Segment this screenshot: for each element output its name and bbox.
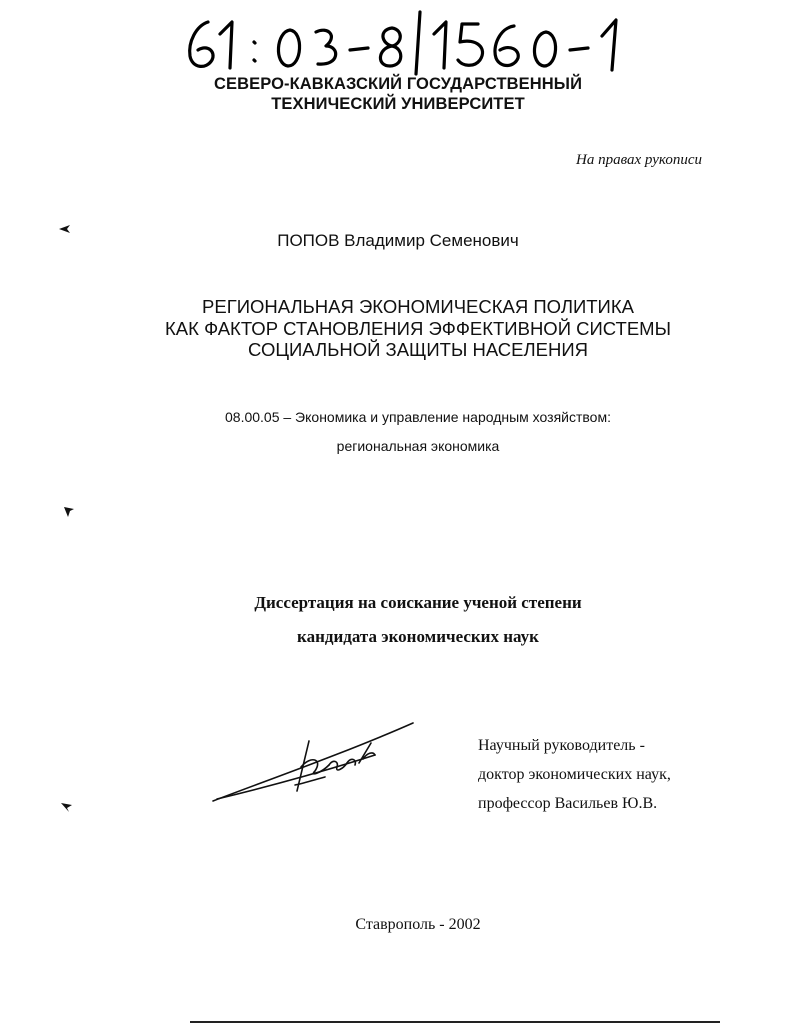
signature-stroke <box>205 715 425 815</box>
supervisor-line-1: Научный руководитель - <box>478 737 645 754</box>
specialty-line-2: региональная экономика <box>336 438 500 454</box>
bottom-scan-line <box>190 1021 720 1023</box>
author-name: ПОПОВ Владимир Семенович <box>277 231 519 250</box>
dissertation-title <box>0 296 796 361</box>
degree-line-2: кандидата экономических наук <box>297 627 539 646</box>
supervisor-block <box>478 731 671 818</box>
degree-statement <box>0 586 796 654</box>
university-line-2: ТЕХНИЧЕСКИЙ УНИВЕРСИТЕТ <box>271 95 525 113</box>
title-line-1: РЕГИОНАЛЬНАЯ ЭКОНОМИЧЕСКАЯ ПОЛИТИКА <box>202 296 634 317</box>
specialty <box>0 403 796 461</box>
supervisor-line-3: профессор Васильев Ю.В. <box>478 795 658 812</box>
title-line-2: КАК ФАКТОР СТАНОВЛЕНИЯ ЭФФЕКТИВНОЙ СИСТЕМЫ <box>165 317 671 339</box>
handwritten-archive-code <box>178 8 648 78</box>
specialty-line-1: 08.00.05 – Экономика и управление народным хозяйством: <box>225 409 611 425</box>
university-line-1: СЕВЕРО-КАВКАЗСКИЙ ГОСУДАРСТВЕННЫЙ <box>213 75 583 93</box>
supervisor-line-2: доктор экономических наук, <box>478 766 671 783</box>
manuscript-note: На правах рукописи <box>576 152 702 168</box>
signature <box>205 715 425 815</box>
title-line-3: СОЦИАЛЬНОЙ ЗАЩИТЫ НАСЕЛЕНИЯ <box>247 339 588 360</box>
degree-line-1: Диссертация на соискание ученой степени <box>254 593 582 612</box>
scan-mark-icon <box>58 222 72 236</box>
university-name <box>0 74 796 114</box>
scan-mark-icon <box>62 505 76 519</box>
city-year: Ставрополь - 2002 <box>355 916 481 933</box>
scan-mark-icon <box>60 800 74 814</box>
